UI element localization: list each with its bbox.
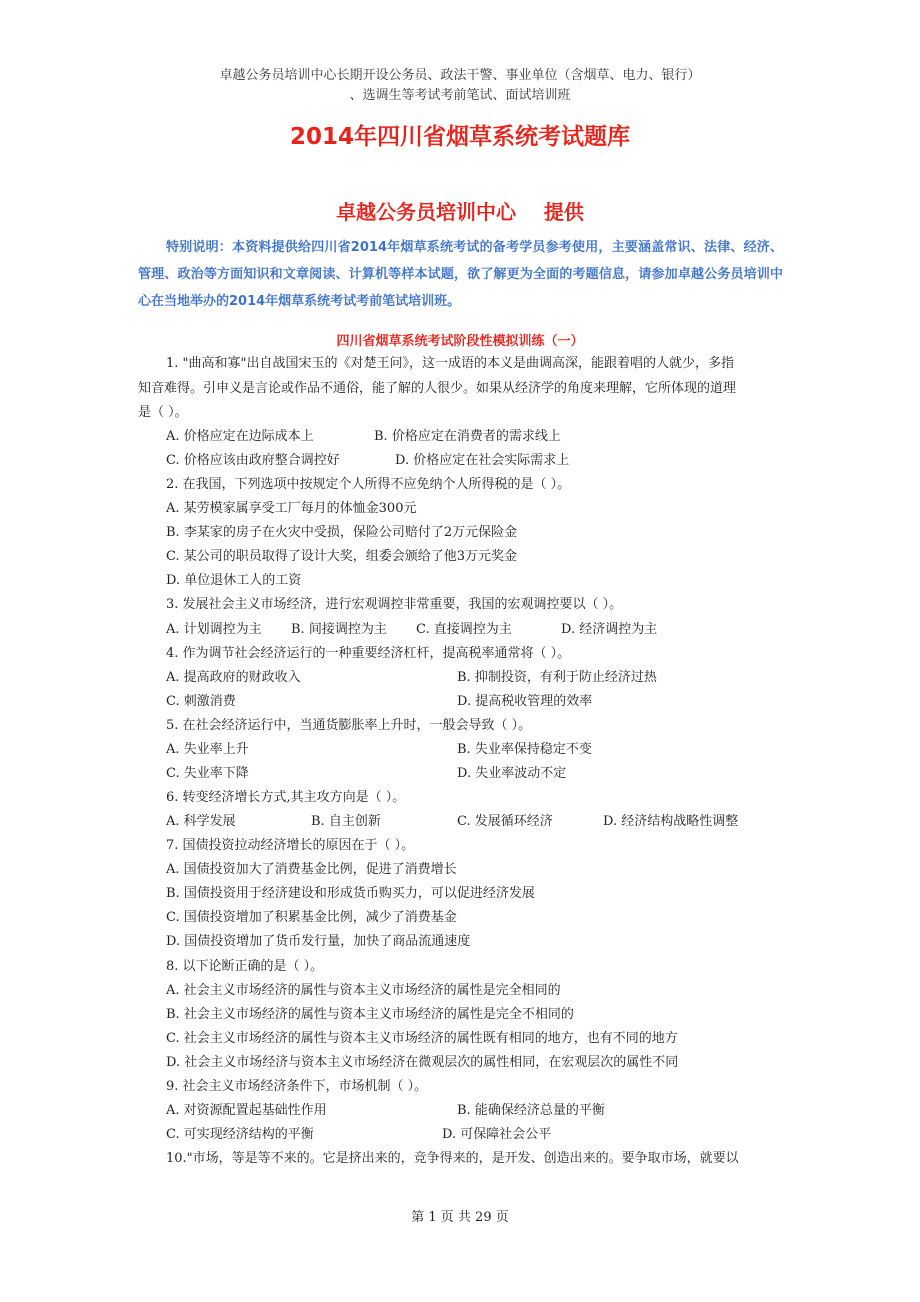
- q1-stem-line-3: 是（ ）。: [138, 405, 188, 420]
- q6-option-a: A. 科学发展: [166, 814, 236, 829]
- q2-option-c: C. 某公司的职员取得了设计大奖，组委会颁给了他3万元奖金: [166, 549, 518, 564]
- q9-option-d: D. 可保障社会公平: [442, 1127, 552, 1142]
- q4-option-d: D. 提高税收管理的效率: [457, 694, 593, 709]
- q2-option-d: D. 单位退休工人的工资: [166, 573, 302, 588]
- q7-option-c: C. 国债投资增加了积累基金比例，减少了消费基金: [166, 910, 457, 925]
- q1-option-d: D. 价格应定在社会实际需求上: [395, 453, 570, 468]
- q3-option-a: A. 计划调控为主: [166, 622, 262, 637]
- q9-option-a: A. 对资源配置起基础性作用: [166, 1103, 327, 1118]
- q1-option-a: A. 价格应定在边际成本上: [166, 429, 314, 444]
- q7-option-a: A. 国债投资加大了消费基金比例，促进了消费增长: [166, 862, 457, 877]
- q7-option-b: B. 国债投资用于经济建设和形成货币购买力，可以促进经济发展: [166, 886, 535, 901]
- q8-option-b: B. 社会主义市场经济的属性与资本主义市场经济的属性是完全不相同的: [166, 1007, 574, 1022]
- q1-option-c: C. 价格应该由政府整合调控好: [166, 453, 340, 468]
- q8-option-a: A. 社会主义市场经济的属性与资本主义市场经济的属性是完全相同的: [166, 983, 561, 998]
- document-title: 2014年四川省烟草系统考试题库: [289, 124, 630, 150]
- q8-option-c: C. 社会主义市场经济的属性与资本主义市场经济的属性既有相同的地方，也有不同的地方: [166, 1031, 678, 1046]
- q1-stem-line-1: 1. "曲高和寡"出自战国宋玉的《对楚王问》，这一成语的本义是曲调高深，能跟着唱的人就少，多指: [166, 356, 734, 371]
- q9-stem: 9. 社会主义市场经济条件下，市场机制（ ）。: [166, 1079, 428, 1094]
- q10-stem-line-1: 10."市场，等是等不来的。它是挤出来的，竞争得来的，是开发、创造出来的。要争取市场，就要以: [166, 1151, 739, 1166]
- special-notice: 特别说明：本资料提供给四川省2014年烟草系统考试的备考学员参考使用，主要涵盖常识、法律、经济、管理、政治等方面知识和文章阅读、计算机等样本试题，欲了解更为全面的考题信息，请参加卓越公务员培训中心在当地举办的2014年烟草系统考试考前笔试培训班。: [138, 240, 783, 309]
- q5-option-d: D. 失业率波动不定: [457, 766, 567, 781]
- q7-stem: 7. 国债投资拉动经济增长的原因在于（ ）。: [166, 838, 415, 853]
- q9-option-b: B. 能确保经济总量的平衡: [457, 1103, 605, 1118]
- header-line-2: 、选调生等考试考前笔试、面试培训班: [349, 88, 571, 103]
- header-line-1: 卓越公务员培训中心长期开设公务员、政法干警、事业单位（含烟草、电力、银行）: [219, 68, 701, 83]
- q6-stem: 6. 转变经济增长方式,其主攻方向是（ ）。: [166, 790, 406, 805]
- q5-stem: 5. 在社会经济运行中，当通货膨胀率上升时，一般会导致（ ）。: [166, 718, 532, 733]
- q3-option-b: B. 间接调控为主: [291, 622, 387, 637]
- q3-option-d: D. 经济调控为主: [561, 622, 658, 637]
- q8-stem: 8. 以下论断正确的是（ ）。: [166, 959, 324, 974]
- q4-option-b: B. 抑制投资，有利于防止经济过热: [457, 670, 657, 685]
- q2-option-a: A. 某劳模家属享受工厂每月的体恤金300元: [166, 501, 417, 516]
- section-title: 四川省烟草系统考试阶段性模拟训练（一）: [336, 334, 584, 349]
- q2-stem: 2. 在我国，下列选项中按规定个人所得不应免纳个人所得税的是（ ）。: [166, 477, 571, 492]
- q6-option-c: C. 发展循环经济: [457, 814, 553, 829]
- q3-stem: 3. 发展社会主义市场经济，进行宏观调控非常重要，我国的宏观调控要以（ ）。: [166, 597, 623, 612]
- q5-option-c: C. 失业率下降: [166, 766, 249, 781]
- q5-option-a: A. 失业率上升: [166, 742, 249, 757]
- q2-option-b: B. 李某家的房子在火灾中受损，保险公司赔付了2万元保险金: [166, 525, 518, 540]
- q9-option-c: C. 可实现经济结构的平衡: [166, 1127, 314, 1142]
- q4-option-a: A. 提高政府的财政收入: [166, 670, 301, 685]
- q3-option-c: C. 直接调控为主: [416, 622, 512, 637]
- page-footer: 第 1 页 共 29 页: [411, 1210, 509, 1225]
- q7-option-d: D. 国债投资增加了货币发行量，加快了商品流通速度: [166, 934, 471, 949]
- q4-stem: 4. 作为调节社会经济运行的一种重要经济杠杆，提高税率通常将（ ）。: [166, 646, 571, 661]
- q6-option-d: D. 经济结构战略性调整: [603, 814, 739, 829]
- q5-option-b: B. 失业率保持稳定不变: [457, 742, 592, 757]
- q6-option-b: B. 自主创新: [311, 814, 381, 829]
- q1-stem-line-2: 知音难得。引申义是言论或作品不通俗，能了解的人很少。如果从经济学的角度来理解，它所体现的道理: [138, 381, 737, 396]
- provider-line: 卓越公务员培训中心 提供: [336, 200, 584, 224]
- q1-option-b: B. 价格应定在消费者的需求线上: [374, 429, 561, 444]
- q4-option-c: C. 刺激消费: [166, 694, 236, 709]
- q8-option-d: D. 社会主义市场经济与资本主义市场经济在微观层次的属性相同，在宏观层次的属性不同: [166, 1055, 679, 1070]
